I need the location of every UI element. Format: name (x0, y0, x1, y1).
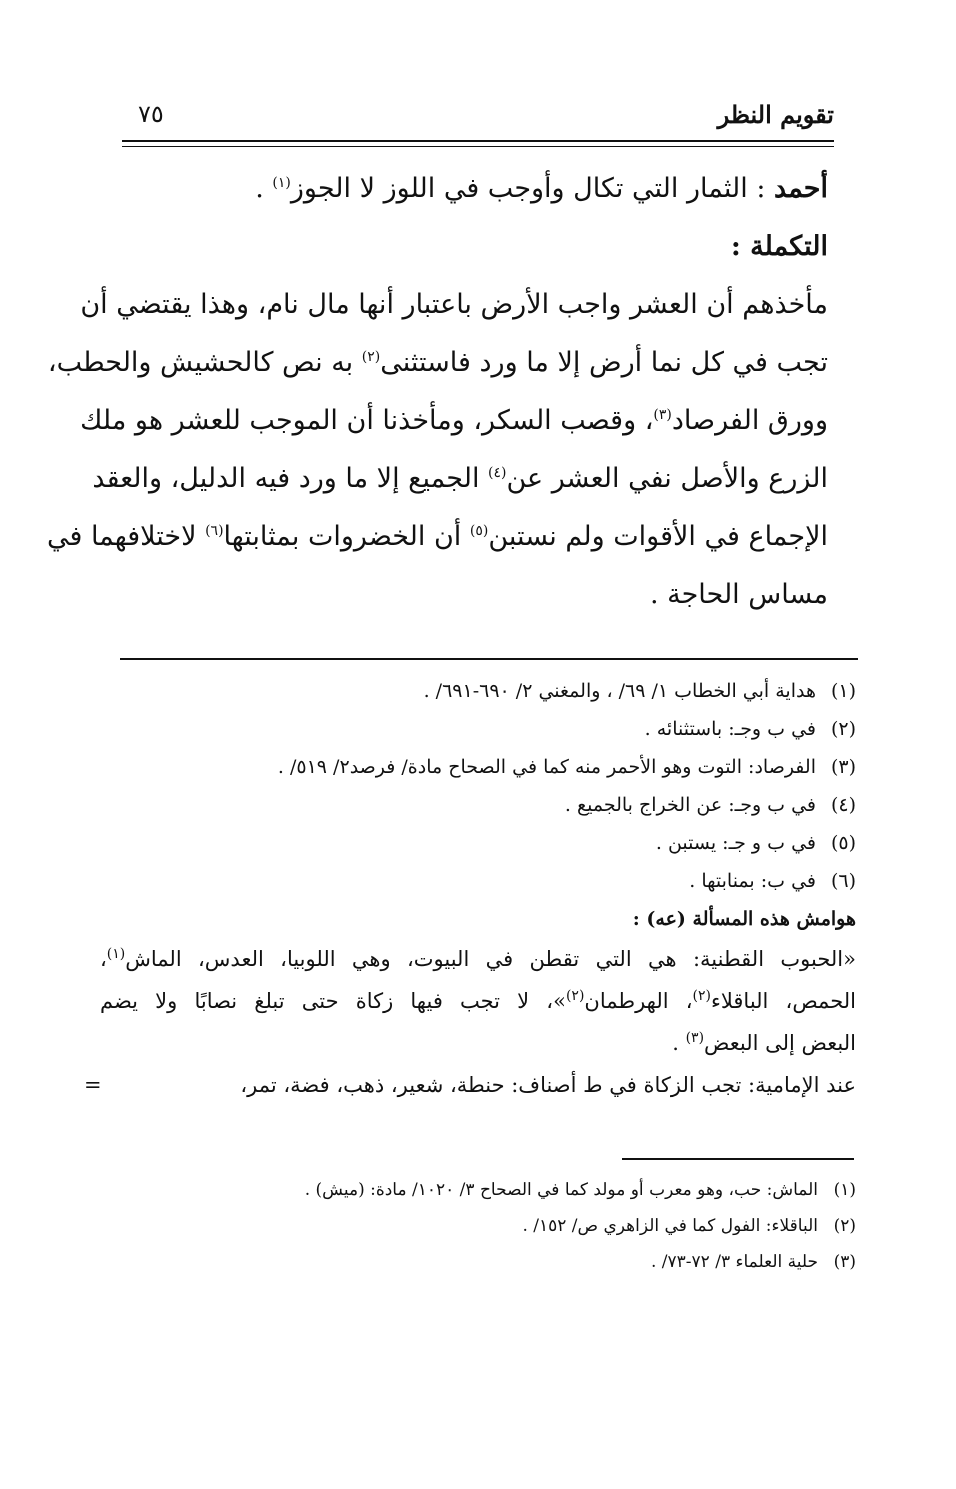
footnote: (٣)الفرصاد: التوت وهو الأحمر منه كما في الصحاح مادة/ فرصد٢/ ٥١٩/ . (277, 756, 856, 778)
text-line: أحمد : الثمار التي تكال وأوجب في اللوز لا الجوز$^{(١)}$ . (255, 173, 828, 204)
text-line: مساس الحاجة . (649, 579, 828, 610)
sub-footnote: (٣)حلية العلماء ٣/ ٧٢-٧٣/ . (650, 1252, 856, 1272)
text-line: الزرع والأصل نفي العشر عن$^{(٤)}$ الجميع إلا ما ورد فيه الدليل، والعقد (92, 463, 828, 494)
margin-note-line: البعض إلى البعض$^{(٣)}$ . (672, 1030, 856, 1055)
footnote-ref: (١) (272, 175, 291, 191)
sub-footnote-separator (622, 1158, 854, 1160)
footnote-ref: (٣) (685, 1030, 705, 1046)
footnote-ref: (٦) (205, 523, 224, 539)
text-line: تجب في كل نما أرض إلا ما ورد فاستثنى$^{(٢)}$ به نص كالحشيش والحطب، (47, 347, 828, 378)
main-text (46, 160, 828, 624)
footnote: (٤)في ب وجـ: عن الخراج بالجميع . (564, 794, 856, 816)
footnote-ref: (٢) (565, 988, 585, 1004)
margin-note-line: عند الإمامية: تجب الزكاة في ط أصناف: حنطة، شعير، ذهب، فضة، تمر، = (100, 1064, 856, 1106)
sub-footnote: (٢)الباقلاء: الفول كما في الزاهري ص/ ١٥٢/ . (522, 1216, 856, 1236)
continuation-mark: = (84, 1073, 102, 1097)
page-header (122, 96, 834, 136)
header-rule-thick (122, 140, 834, 142)
sub-footnotes (200, 1172, 856, 1280)
footnote-separator (120, 658, 858, 660)
margin-note-line: «الحبوب القطنية: هي التي تقطن في البيوت، وهي اللوبيا، العدس، الماش$^{(١)}$، (100, 946, 856, 971)
footnote: (٢)في ب وجـ: باستثنائه . (644, 718, 856, 740)
footnote-ref: (٢) (692, 988, 711, 1004)
page-number: ٧٥ (138, 100, 164, 128)
section-title: التكملة : (730, 231, 828, 262)
footnote-ref: (٤) (488, 465, 507, 481)
text-line: الإجماع في الأقوات ولم نستبن$^{(٥)}$ أن الخضروات بمثابتها$^{(٦)}$ لاختلافهما في (46, 521, 828, 552)
footnote: (٥)في ب و جـ: يستبن . (655, 832, 856, 854)
footnote-ref: (٥) (469, 523, 489, 539)
text-line: وورق الفرصاد$^{(٣)}$، وقصب السكر، ومأخذنا أن الموجب للعشر هو ملك (80, 405, 828, 436)
running-title: تقويم النظر (717, 100, 834, 129)
header-rule-thin (122, 146, 834, 147)
margin-notes-heading: هوامش هذه المسألة (عه) : (632, 908, 856, 930)
sub-footnote: (١)الماش: حب، وهو معرب أو مولد كما في الصحاح ٣/ ١٠٢٠/ مادة: (ميش) . (304, 1180, 856, 1200)
footnote: (٦)في ب: بمنابتها . (689, 870, 856, 892)
footnote-ref: (١) (106, 946, 126, 962)
footnote-ref: (٣) (653, 407, 672, 423)
speaker-name: أحمد (774, 173, 828, 204)
text-line: مأخذهم أن العشر واجب الأرض باعتبار أنها مال نام، وهذا يقتضي أن (80, 289, 828, 320)
footnotes (84, 672, 856, 1106)
footnote-ref: (٢) (361, 349, 381, 365)
footnote: (١)هداية أبي الخطاب ١/ ٦٩/ ، والمغني ٢/ ٦٩٠-٦٩١/ . (423, 680, 856, 702)
margin-note-line: الحمص، الباقلاء$^{(٢)}$، الهرطمان$^{(٢)}$»، لا تجب فيها زكاة حتى تبلغ نصابًا ولا يضم (100, 988, 856, 1013)
